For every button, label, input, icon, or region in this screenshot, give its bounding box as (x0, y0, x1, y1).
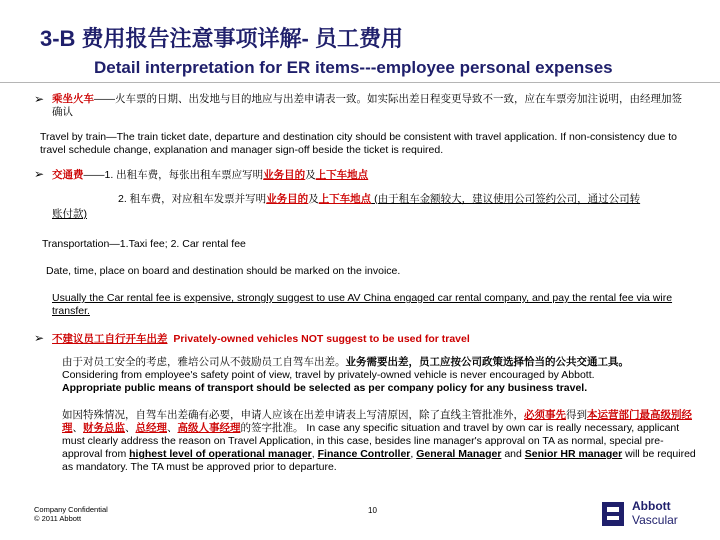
p2-en-a: In case any specific situation and travel by own car is really necessary, applicant must clearly address the reason on Travel Application, in this case, besides line manager's approval on TA as normal, special pre-approval from (62, 422, 680, 460)
brand-name: Abbott (632, 499, 671, 513)
p2-cn-h: 总经理 (135, 422, 167, 434)
p2-en-b: highest level of operational manager (129, 448, 312, 460)
p2-cn-d: 本运营部门最高级别经理 (62, 409, 692, 434)
p2-cn-f: 财务总监 (83, 422, 125, 434)
p1-en-a: Considering from employee's safety point of view, travel by privately-owned vehicle is never encouraged by Abbott. (62, 369, 595, 381)
p2-en-f: General Manager (416, 448, 502, 460)
train-cn-head: 乘坐火车 (52, 93, 94, 105)
transport-purpose: 业务目的 (263, 169, 306, 181)
transport-en-line1: Transportation—1.Taxi fee; 2. Car rental fee (42, 238, 246, 250)
rental-purpose: 业务目的 (266, 193, 309, 205)
transport-cn-line1 (52, 169, 692, 182)
train-cn (52, 93, 692, 119)
p2-en-i: will be required as mandatory. The TA must be approved prior to departure. (62, 448, 696, 473)
page-number: 10 (368, 506, 377, 515)
rental-and: 及 (308, 193, 319, 205)
private-para2 (62, 409, 698, 474)
rental-cn-text: 2. 租车费，对应租车发票并写明 (118, 193, 267, 205)
p2-cn-a: 如因特殊情况，自驾车出差确有必要，申请人应该在出差申请表上写清原因，除了直线主管批准外， (62, 409, 524, 421)
p1-cn-a: 由于对员工安全的考虑，雅培公司从不鼓励员工自驾车出差。 (62, 356, 346, 368)
p2-cn-e: 、 (72, 422, 83, 434)
p2-cn-b: 必须事先 (524, 409, 566, 421)
transport-cn-head: 交通费 (52, 169, 84, 181)
p1-cn-b: 业务需要出差，员工应按公司政策选择恰当的公共交通工具。 (345, 356, 629, 368)
abbott-logo-icon (598, 498, 628, 528)
p2-cn-c: 得到 (566, 409, 587, 421)
p2-en-h: Senior HR manager (524, 448, 623, 460)
page-title: 3-B 费用报告注意事项详解- 员工费用 (40, 26, 404, 51)
page-subtitle: Detail interpretation for ER items---employee personal expenses (94, 58, 613, 77)
p2-cn-g: 、 (125, 422, 136, 434)
arrowhead-bullet-icon: ➢ (34, 92, 45, 106)
copyright-label: © 2011 Abbott (34, 514, 82, 523)
p2-cn-i: 、 (167, 422, 178, 434)
private-para1 (62, 356, 698, 395)
private-head (52, 333, 692, 346)
rental-suggestion: (由于租车金额较大，建议使用公司签约公司，通过公司转 (371, 193, 641, 205)
p1-en-b: Appropriate public means of transport should be selected as per company policy for any business travel. (62, 382, 588, 394)
title-divider (0, 82, 720, 83)
transport-place: 上下车地点 (315, 169, 369, 181)
arrowhead-bullet-icon: ➢ (34, 167, 45, 181)
private-cn-head: 不建议员工自行开车出差 (52, 333, 168, 345)
p2-cn-j: 高级人事经理 (177, 422, 241, 434)
transport-cn-line2 (118, 193, 698, 206)
transport-and: 及 (305, 169, 316, 181)
transport-cn-line3: 账付款) (52, 208, 87, 220)
p2-cn-k: 的签字批准。 (240, 422, 304, 434)
brand-division: Vascular (632, 513, 678, 527)
confidential-label: Company Confidential (34, 505, 108, 514)
transport-cn-text: ——1. 出租车费，每张出租车票应写明 (83, 169, 264, 181)
arrowhead-bullet-icon: ➢ (34, 331, 45, 345)
rental-place: 上下车地点 (318, 193, 372, 205)
abbott-logo (598, 496, 708, 532)
footer-left (34, 505, 108, 523)
p2-en-c: , (311, 448, 318, 460)
p2-en-g: and (501, 448, 525, 460)
p2-en-e: , (410, 448, 417, 460)
train-cn-body: ——火车票的日期、出发地与目的地应与出差申请表一致。如实际出差日程变更导致不一致，应在车票旁加注说明，由经理加签确认 (52, 93, 682, 118)
train-en: Travel by train—The train ticket date, departure and destination city should be consistent with travel application. If non-consistency due to travel schedule change, explanation and manager sign-off beside the ticket is required. (40, 131, 677, 156)
transport-en-line2: Date, time, place on board and destination should be marked on the invoice. (46, 265, 401, 277)
transport-en-line3: Usually the Car rental fee is expensive, strongly suggest to use AV China engaged car rental company, and pay the rental fee via wire transfer. (52, 292, 673, 317)
private-en-head: Privately-owned vehicles NOT suggest to be used for travel (173, 333, 470, 345)
p2-en-d: Finance Controller (317, 448, 411, 460)
